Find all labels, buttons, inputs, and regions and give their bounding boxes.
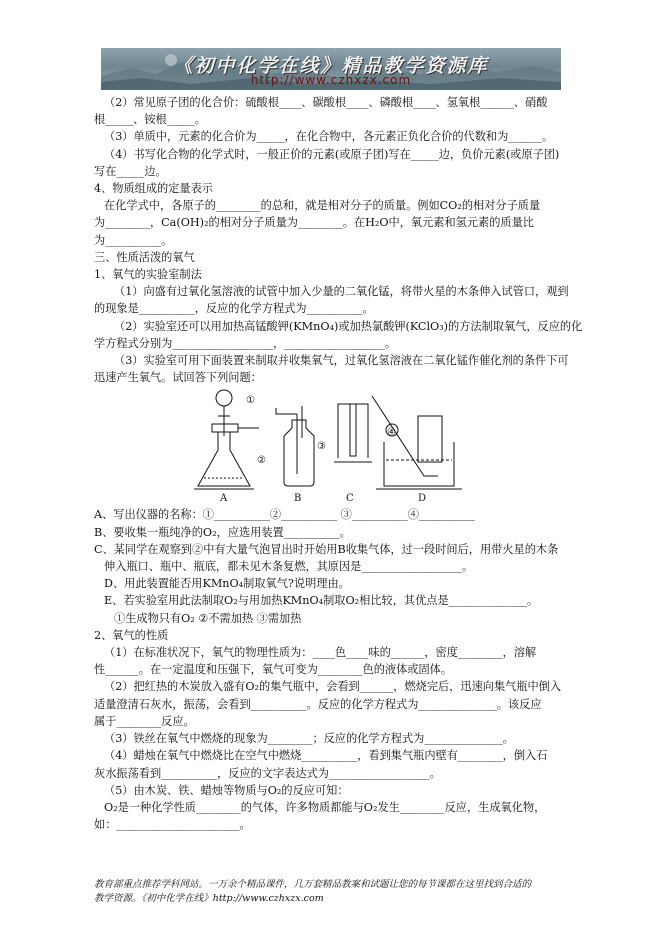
question-line: A、写出仪器的名称：①__________②__________ ③__________④__________ (94, 508, 475, 522)
caption-d: D (418, 493, 427, 505)
text-line: 适量澄清石灰水，振荡，会看到__________。反应的化学方程式为______________。该反应 (94, 697, 542, 711)
footer-line: 教育部重点推荐学科网站。一万余个精品课件，几万套精品教案和试题让您的每节课都在这里找到合适的 (94, 879, 532, 890)
text-line: （4）蜡烛在氧气中燃烧比在空气中燃烧__________，看到集气瓶内壁有________，倒入石 (104, 749, 548, 763)
caption-c: C (346, 493, 354, 505)
question-line: B、要收集一瓶纯净的O₂，应选用装置__________。 (94, 525, 351, 539)
question-line: E、若实验室用此法制取O₂与用加热KMnO₄制取O₂相比较，其优点是______________。 (104, 594, 539, 608)
text-line: 学方程式分别为__________________，__________________。 (94, 336, 397, 350)
apparatus-c (334, 404, 372, 462)
text-line: 性______。在一定温度和压强下，氧气可变为________色的液体或固体。 (94, 663, 453, 677)
section-heading: 1、氧气的实验室制法 (94, 268, 202, 282)
question-line: D、用此装置能否用KMnO₄制取氧气?说明理由。 (104, 577, 350, 591)
text-line: 根_____、铵根_____。 (94, 113, 206, 127)
text-line: 如：______________________。 (94, 818, 251, 832)
section-heading: 4、物质组成的定量表示 (94, 182, 213, 196)
apparatus-diagram (94, 386, 564, 506)
footer-line: 教学资源。《初中化学在线》http://www.czhxzx.com (94, 893, 324, 904)
text-line: （3）铁丝在氧气中燃烧的现象为________；反应的化学方程式为______________。 (104, 732, 514, 746)
apparatus-svg (94, 386, 564, 506)
text-line: 为________，Ca(OH)₂的相对分子质量为________。在H₂O中，氧元素和氢元素的质量比 (94, 216, 534, 230)
text-line: （4）书写化合物的化学式时，一般正价的元素(或原子团)写在_____边，负价元素(或原子团) (104, 147, 560, 161)
text-line: O₂是一种化学性质________的气体，许多物质都能与O₂发生________反应，生成氧化物， (104, 800, 546, 814)
apparatus-d (372, 396, 462, 489)
banner-title: 《初中化学在线》精品教学资源库 (173, 55, 489, 77)
header-banner (101, 48, 561, 90)
callout-2: ② (257, 455, 266, 467)
page-footer (94, 878, 574, 906)
callout-1: ① (246, 395, 255, 407)
text-line: （1）在标准状况下，氧气的物理性质为：____色____味的______，密度________，溶解 (104, 646, 537, 660)
question-line: C、某同学在观察到②中有大量气泡冒出时开始用B收集气体，过一段时间后，用带火星的木条 (94, 542, 559, 556)
text-line: （1）向盛有过氧化氢溶液的试管中加入少量的二氧化锰，将带火星的木条伸入试管口，观到 (114, 285, 569, 299)
text-line: 在化学式中，各原子的________的总和，就是相对分子的质量。例如CO₂的相对分子质量 (104, 199, 541, 213)
text-line: （5）由木炭、铁、蜡烛等物质与O₂的反应可知： (104, 783, 349, 797)
text-line: 的现象是__________，反应的化学方程式为__________。 (94, 302, 374, 316)
document-body (94, 94, 583, 833)
text-line: （2）把红热的木炭放入盛有O₂的集气瓶中，会看到______，燃烧完后，迅速向集气瓶中倒入 (104, 680, 562, 694)
section-heading: 三、性质活泼的氧气 (94, 250, 195, 264)
callout-3: ③ (317, 441, 326, 453)
banner-url[interactable]: http://www.czhxzx.com (250, 73, 412, 87)
text-line: （2）常见原子团的化合价：硫酸根____、碳酸根____、磷酸根____、氢氧根______、硝酸 (104, 96, 548, 109)
text-line: （3）实验室可用下面装置来制取并收集氧气，过氧化氢溶液在二氧化锰作催化剂的条件下可 (114, 354, 569, 368)
text-line: 为__________。 (94, 233, 173, 247)
callout-4: ④ (387, 427, 396, 439)
caption-a: A (220, 493, 228, 505)
text-line: 灰水振荡看到__________，反应的文字表达式为__________________。 (94, 766, 441, 780)
text-line: 写在_____边。 (94, 164, 167, 178)
text-line: （3）单质中，元素的化合价为_____，在化合物中，各元素正负化合价的代数和为______。 (104, 130, 554, 144)
section-heading: 2、氧气的性质 (94, 628, 169, 642)
question-line: 伸入瓶口、瓶中、瓶底，都未见木条复燃，其原因是__________________。 (104, 560, 474, 574)
text-line: 迅速产生氧气。试回答下列问题： (94, 371, 262, 385)
text-line: （2）实验室还可以用加热高锰酸钾(KMnO₄)或加热氯酸钾(KClO₃)的方法制取氧气，反应的化 (114, 319, 583, 333)
text-line: 属于________反应。 (94, 714, 195, 728)
caption-b: B (294, 493, 302, 505)
question-options: ①生成物只有O₂ ②不需加热 ③需加热 (114, 611, 302, 625)
apparatus-b (276, 406, 314, 486)
